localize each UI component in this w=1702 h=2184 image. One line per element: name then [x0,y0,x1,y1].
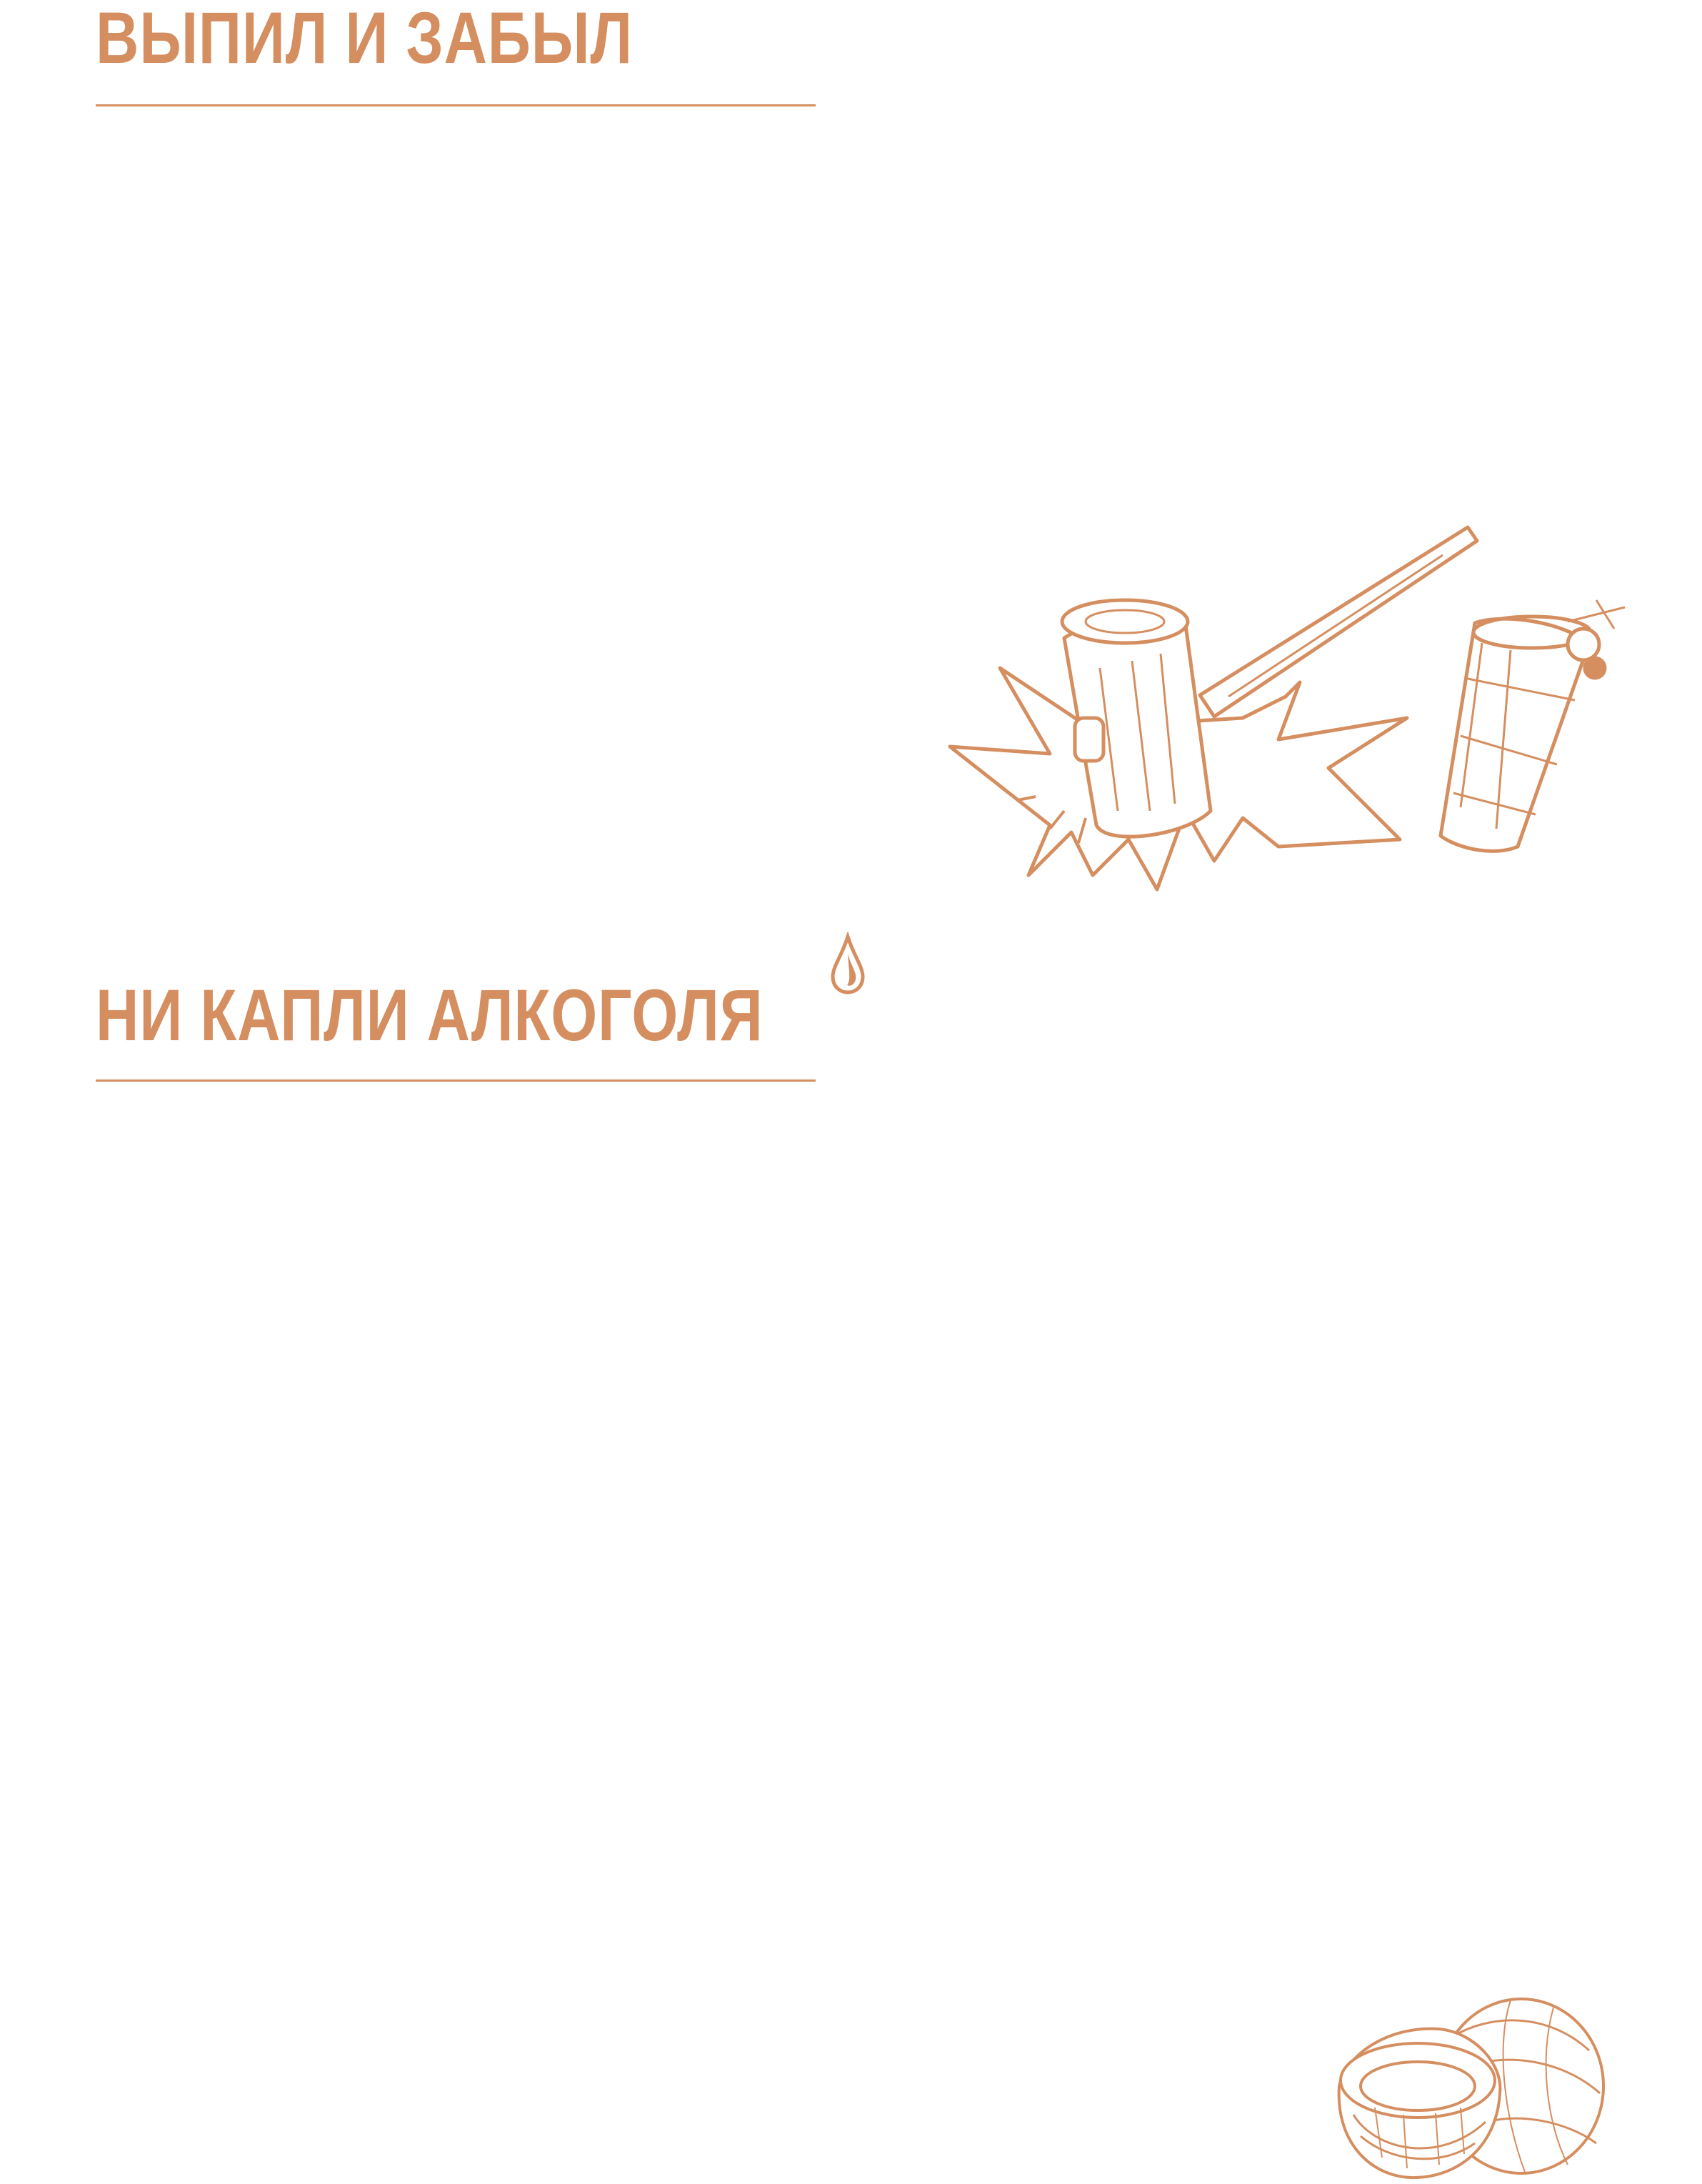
drop-illustration [830,932,866,997]
coconut-icon [1332,1986,1611,2184]
hammer-smash-illustration [943,511,1486,925]
drop-icon [830,932,866,997]
coconut-illustration [1332,1986,1611,2184]
section-title-vypil-i-zabyl: ВЫПИЛ И ЗАБЫЛ [96,0,633,79]
section-divider [96,1079,816,1082]
highball-glass-icon [1418,593,1632,864]
hammer-smash-icon [943,511,1486,925]
glass-illustration [1418,593,1632,864]
section-title-ni-kapli-alkogolya: НИ КАПЛИ АЛКОГОЛЯ [96,974,764,1056]
section-divider [96,104,816,106]
